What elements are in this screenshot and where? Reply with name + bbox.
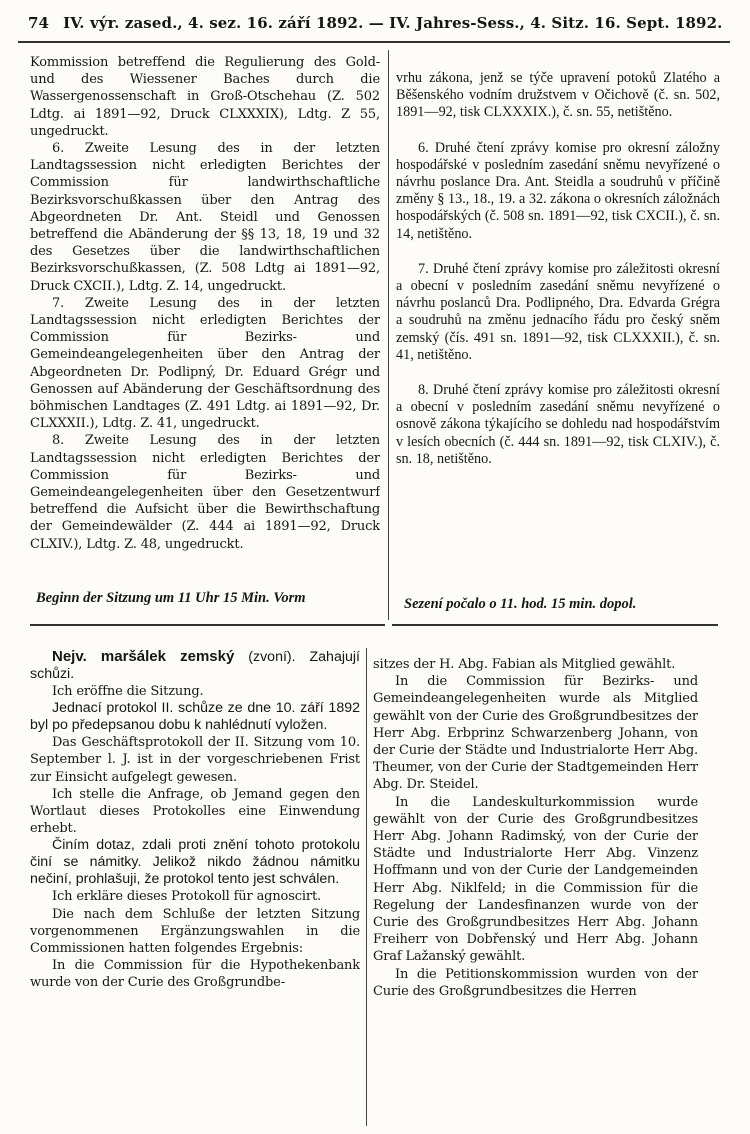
opening-de: Ich eröffne die Sitzung.	[52, 684, 204, 699]
hypothekenbank-de: In die Commission für die Hypothekenbank wurde von der Curie des Großgrundbe-	[30, 958, 360, 991]
running-header	[28, 14, 723, 32]
page-number: 74	[28, 14, 50, 32]
agenda-item-8-de: 8. Zweite Lesung des in der letzten Landtagssession nicht erledigten Berichtes der Commission für Bezirks- und Gemeindeangelegenheiten über den Gesetzentwurf betreffend die Aufsicht über die Bewirthschaftung der Gemeindewälder (Z. 444 ai 1891—92, Druck CLXIV.), Ldtg. Z. 48, ungedruckt.	[30, 433, 380, 552]
speaker-name: Nejv. maršálek zemský	[52, 648, 235, 665]
agenda-item-7-cz: 7. Druhé čtení zprávy komise pro záležitosti okresní a obecní v posledním zasedání sněmu nevyřízené o návrhu poslanců Dra. Podlipného, Dra. Edvarda Grégra a soudruhů na změnu jednacího řádu pro český sněm zemský (čís. 491 sn. 1891—92, tisk CLXXXII.), č. sn. 41, netištěno.	[396, 260, 720, 363]
section-rule-right	[392, 624, 718, 626]
column-divider-lower	[366, 648, 367, 1126]
bezirks-commission-de: In die Commission für Bezirks- und Gemeindeangelegenheiten wurde als Mitglied gewählt von der Curie des Großgrundbesitzes der Herr Abg. Erbprinz Schwarzenberg Johann, von der Curie der Städte und Industrialorte Herr Abg. Theumer, von der Curie der Stadtgemeinden Herr Abg. Dr. Steidel.	[373, 674, 698, 793]
protocol-de: Das Geschäftsprotokoll der II. Sitzung vom 10. September l. J. ist in der vorgeschriebenen Frist zur Einsicht aufgelegt gewesen.	[30, 735, 360, 785]
header-text: IV. výr. zased., 4. sez. 16. září 1892. — IV. Jahres-Sess., 4. Sitz. 16. Sept. 1892.	[63, 14, 723, 32]
agenda-item-7-de: 7. Zweite Lesung des in der letzten Landtagssession nicht erledigten Berichtes der Commission für Bezirks- und Gemeindeangelegenheiten über den Antrag der Abgeordneten Dr. Podlipný, Dr. Eduard Grégr und Genossen auf Abänderung der Geschäftsordnung des böhmischen Landtages (Z. 491 Ldtg. ai 1891—92, Dr. CLXXXII.), Ldtg. Z. 41, ungedruckt.	[30, 295, 380, 432]
agenda-item-continued-de: Kommission betreffend die Regulierung des Gold- und des Wiessener Baches durch die Wassergenossenschaft in Groß-Otschehau (Z. 502 Ldtg. ai 1891—92, Druck CLXXXIX), Ldtg. Z 55, ungedruckt.	[30, 55, 380, 139]
header-rule	[18, 41, 730, 43]
agenda-item-8-cz: 8. Druhé čtení zprávy komise pro záležitosti okresní a obecní v posledním zasedání sněmu nevyřízené o osnově zákona týkajícího se dohledu nad hospodářstvím v lesích obecních (č. 444 sn. 1891—92, tisk CLXIV.), č. sn. 18, netištěno.	[396, 382, 720, 467]
results-de: Die nach dem Schluße der letzten Sitzung vorgenommenen Ergänzungswahlen in die Commissionen hatten folgendes Ergebnis:	[30, 906, 360, 957]
question-cz: Činím dotaz, zdali proti znění tohoto protokolu činí se námitky. Jelikož nikdo žádnou námitku nečiní, prohlašuji, že protokol tento jest schválen.	[30, 837, 360, 888]
agenda-item-6-de: 6. Zweite Lesung des in der letzten Landtagssession nicht erledigten Berichtes der Commission für landwirthschaftliche Bezirksvorschußkassen über den Antrag des Abgeordneten Dr. Ant. Steidl und Genossen betreffend die Abänderung der §§ 13, 18, 19 und 32 des Gesetzes über die landwirthschaftlichen Bezirksvorschußkassen, (Z. 508 Ldtg ai 1891—92, Druck CXCII.), Ldtg. Z. 14, ungedruckt.	[30, 141, 380, 294]
protocol-cz: Jednací protokol II. schůze ze dne 10. září 1892 byl po předepsanou dobu k nahlédnutí vyložen.	[30, 700, 360, 734]
lower-left-column	[30, 648, 360, 1126]
question-de: Ich stelle die Anfrage, ob Jemand gegen den Wortlaut dieses Protokolles eine Einwendung erhebt.	[30, 786, 360, 837]
lower-right-column	[373, 656, 698, 1126]
session-start-cz: Sezení počalo o 11. hod. 15 min. dopol.	[404, 596, 637, 612]
column-divider-upper	[388, 50, 389, 620]
section-rule-left	[30, 624, 385, 626]
landeskultur-commission-de: In die Landeskulturkommission wurde gewählt von der Curie des Großgrundbesitzes Herr Abg. Johann Radimský, von der Curie der Städte und Industrialorte Herr Abg. Vinzenz Hoffmann und von der Curie der Landgemeinden Herr Abg. Niklfeld; in die Commission für die Regelung der Landesfinanzen wurde von der Curie des Großgrundbesitzes Herr Abg. Johann Freiherr von Dobřenský und Herr Abg. Johann Graf Lažanský gewählt.	[373, 794, 698, 965]
approved-de: Ich erkläre dieses Protokoll für agnoscirt.	[52, 889, 322, 905]
speaker-paragraph	[30, 648, 360, 683]
upper-right-column	[396, 70, 720, 570]
agenda-item-6-cz: 6. Druhé čtení zprávy komise pro okresní záložny hospodářské v posledním zasedání sněmu nevyřízené o návrhu poslance Dra. Ant. Steidla a soudruhů v příčině změny § 13., 18., 19. a 32. zákona o okresních záložnách hospodářských (č. 508 sn. 1891—92, tisk CXCII.), č. sn. 14, netištěno.	[396, 139, 720, 242]
petition-commission-de: In die Petitionskommission wurden von der Curie des Großgrundbesitzes die Herren	[373, 966, 698, 999]
fabian-continued-de: sitzes der H. Abg. Fabian als Mitglied gewählt.	[373, 657, 676, 672]
upper-left-column	[30, 54, 380, 574]
session-start-de: Beginn der Sitzung um 11 Uhr 15 Min. Vorm	[36, 590, 306, 606]
agenda-item-continued-cz: vrhu zákona, jenž se týče upravení potoků Zlatého a Běšenského vodním družstvem v Očichově (č. sn. 502, 1891—92, tisk CLXXXIX.), č. sn. 55, netištěno.	[396, 70, 720, 121]
speaker-action: (zvoní). Zahajují schůzi.	[30, 649, 360, 682]
